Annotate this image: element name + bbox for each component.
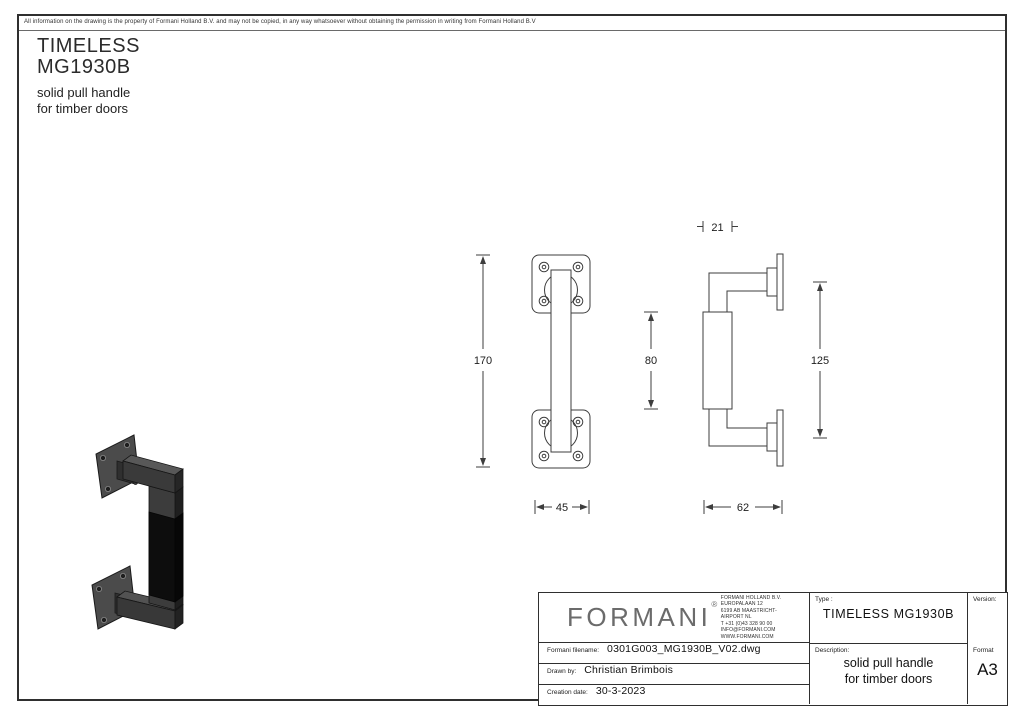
drawn-by-row — [539, 664, 810, 685]
company-address — [721, 595, 799, 640]
isometric-render — [87, 427, 222, 662]
dim-label-62: 62 — [736, 502, 750, 514]
formani-logo: FORMANI® — [567, 600, 721, 632]
dimension-21 — [697, 221, 738, 234]
format-label: Format — [973, 647, 994, 654]
product-series: TIMELESS — [37, 35, 140, 57]
filename-row — [539, 643, 810, 664]
company-line: INFO@FORMANI.COM — [720, 627, 776, 634]
dimension-125 — [811, 282, 829, 438]
iso-arm-top — [123, 455, 183, 493]
format-value: A3 — [977, 660, 998, 679]
description-line1: solid pull handle — [843, 656, 934, 670]
side-neck-bottom — [767, 423, 777, 451]
product-subtitle-line2: for timber doors — [37, 101, 129, 116]
company-line: 6199 AB MAASTRICHT-AIRPORT NL — [720, 607, 777, 621]
dim-label-21: 21 — [711, 222, 724, 234]
filename-value: 0301G003_MG1930B_V02.dwg — [607, 643, 761, 655]
filename-label: Formani filename: — [547, 647, 600, 654]
front-view — [532, 255, 590, 468]
side-neck-top — [767, 268, 777, 296]
drawn-by-value: Christian Brimbois — [584, 664, 674, 676]
type-value: TIMELESS MG1930B — [822, 607, 955, 621]
description-label: Description: — [815, 647, 850, 654]
registered-mark: ® — [711, 600, 721, 609]
dimension-170 — [474, 255, 492, 467]
front-handle-bar — [551, 270, 571, 452]
disclaimer-text: All information on the drawing is the property of Formani Holland B.V. and may not be copied, in any way whatsoever without obtaining the permission in writing from Formani Holland B.V — [19, 16, 1005, 31]
iso-grip — [149, 486, 183, 610]
format-cell — [968, 644, 1007, 704]
dim-label-125: 125 — [810, 355, 830, 367]
company-line: EUROPALAAN 12 — [720, 601, 763, 608]
product-model: MG1930B — [37, 56, 131, 78]
side-view — [703, 254, 783, 466]
creation-date-row — [539, 685, 810, 704]
product-subtitle-line1: solid pull handle — [37, 85, 131, 100]
side-rosette-top — [777, 254, 783, 310]
type-cell — [810, 593, 968, 644]
dimension-80 — [644, 312, 658, 409]
orthographic-views — [457, 212, 892, 527]
side-grip — [703, 312, 732, 409]
dimension-62 — [704, 500, 782, 514]
company-line: WWW.FORMANI.COM — [720, 633, 774, 640]
logo-cell — [539, 593, 810, 643]
company-line: FORMANI HOLLAND B.V. — [720, 595, 782, 602]
side-rosette-bottom — [777, 410, 783, 466]
version-cell — [968, 593, 1007, 644]
description-line2: for timber doors — [844, 672, 933, 686]
title-block — [538, 592, 1008, 706]
version-label: Version: — [973, 596, 997, 603]
sheet-frame — [17, 14, 1007, 701]
dimension-45 — [535, 500, 589, 514]
product-title-block — [37, 36, 140, 117]
description-cell — [810, 644, 968, 704]
dim-label-45: 45 — [555, 502, 569, 514]
creation-date-value: 30-3-2023 — [595, 685, 646, 697]
type-label: Type : — [815, 596, 833, 603]
company-line: T +31 (0)43 328 90 00 — [720, 620, 773, 627]
drawn-by-label: Drawn by: — [547, 668, 577, 675]
creation-date-label: Creation date: — [547, 689, 588, 696]
iso-grip-leather — [149, 512, 175, 602]
dim-label-80: 80 — [644, 355, 658, 367]
dim-label-170: 170 — [473, 355, 493, 367]
